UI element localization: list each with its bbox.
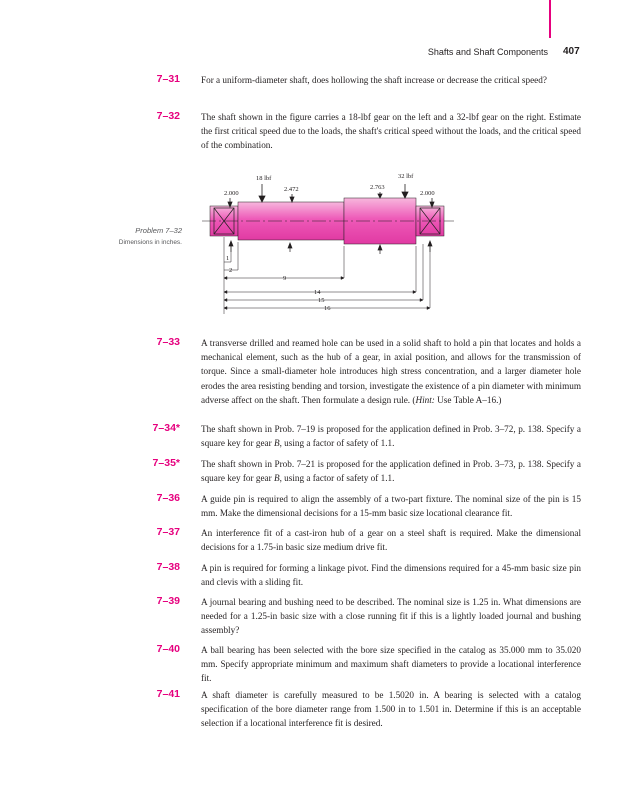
problem-text: The shaft shown in the figure carries a 18-lbf gear on the left and a 32-lbf gear on the right. Estimate the first critical speed due to the loads, the shaft's critical speed without the loads, and the critical speed of the combination. (201, 112, 581, 151)
problem-text: A pin is required for forming a linkage pivot. Find the dimensions required for a 45-mm basic size pin and clevis with a sliding fit. (201, 563, 581, 588)
problem-number: 7–35* (152, 457, 180, 469)
load-arrows (228, 184, 434, 207)
problem-text: A journal bearing and bushing need to be described. The nominal size is 1.25 in. What dimensions are needed for a 1.25-in basic size with a close running fit if this is a lightly loaded journal and bushing assembly? (201, 597, 581, 636)
problem-number: 7–37 (156, 526, 180, 538)
problem-number: 7–36 (156, 492, 180, 504)
page-header (0, 47, 626, 61)
problem-text: A ball bearing has been selected with the bore size specified in the catalog as 35.000 mm to 35.020 mm. Specify appropriate minimum and maximum shaft diameters to provide a locational interference fit. (201, 645, 581, 684)
dimension-lines (224, 262, 430, 310)
length-label: 15 (318, 297, 325, 304)
diameter-label: 2.472 (284, 186, 299, 193)
length-label: 1 (226, 255, 230, 262)
problem-number: 7–40 (156, 643, 180, 655)
problem-text: An interference fit of a cast-iron hub of a gear on a steel shaft is required. Make the dimensional decisions for a 1.75-in basic size medium drive fit. (201, 528, 581, 553)
problem-number: 7–32 (156, 110, 180, 122)
caption-title: Problem 7–32 (135, 226, 182, 235)
length-label: 16 (324, 305, 331, 312)
length-label: 2 (229, 267, 233, 274)
problem-text: For a uniform-diameter shaft, does hollowing the shaft increase or decrease the critical speed? (201, 75, 547, 85)
running-title: Shafts and Shaft Components (427, 47, 548, 57)
support-arrows (229, 241, 432, 254)
problem-number: 7–41 (156, 688, 180, 700)
caption-subtitle: Dimensions in inches. (118, 239, 182, 246)
hint-label: Hint: (415, 394, 435, 405)
problem-text: A guide pin is required to align the assembly of a two-part fixture. The nominal size of the pin is 15 mm. Make the dimensional decisions for a 15-mm basic size locational clearance fit. (201, 494, 581, 519)
length-label: 14 (314, 289, 321, 296)
diameter-label: 2.763 (370, 184, 385, 191)
load-right-label: 32 lbf (398, 173, 414, 180)
problem-number: 7–38 (156, 561, 180, 573)
length-label: 9 (283, 275, 287, 282)
problem-number: 7–34* (152, 422, 180, 434)
problem-number: 7–39 (156, 595, 180, 607)
page-number: 407 (563, 46, 580, 57)
problem-text: A transverse drilled and reamed hole can be used in a solid shaft to hold a pin that locates and holds a mechanical element, such as the hub of a gear, in axial position, and allows for the transmission of torque. Since a small-diameter hole introduces high stress concentration, and a larger diameter hole erodes the area resisting bending and torsion, investigate the existence of a pin diameter with minimum adverse affect on the shaft. Then formulate a design rule. (Hint: Use Table A–16.) (201, 338, 581, 405)
problem-text: The shaft shown in Prob. 7–21 is proposed for the application defined in Prob. 3–73, p. 138. Specify a square key for gear B, using a factor of safety of 1.1. (201, 459, 581, 484)
problem-number: 7–31 (156, 73, 180, 85)
problem-number: 7–33 (156, 336, 180, 348)
diameter-label: 2.000 (224, 190, 239, 197)
right-bearing (420, 208, 440, 234)
header-accent-bar (549, 0, 551, 38)
load-left-label: 18 lbf (256, 175, 272, 182)
problem-text: A shaft diameter is carefully measured to be 1.5020 in. A bearing is selected with a catalog specification of the bore diameter range from 1.500 in to 1.501 in. Determine if this is an acceptable selection if a locational interference fit is desired. (201, 690, 581, 729)
extension-lines (224, 237, 430, 314)
problem-text: The shaft shown in Prob. 7–19 is proposed for the application defined in Prob. 3–72, p. 138. Specify a square key for gear B, using a factor of safety of 1.1. (201, 424, 581, 449)
left-bearing (214, 208, 234, 234)
shaft-body (210, 198, 444, 244)
diameter-label: 2.000 (420, 190, 435, 197)
